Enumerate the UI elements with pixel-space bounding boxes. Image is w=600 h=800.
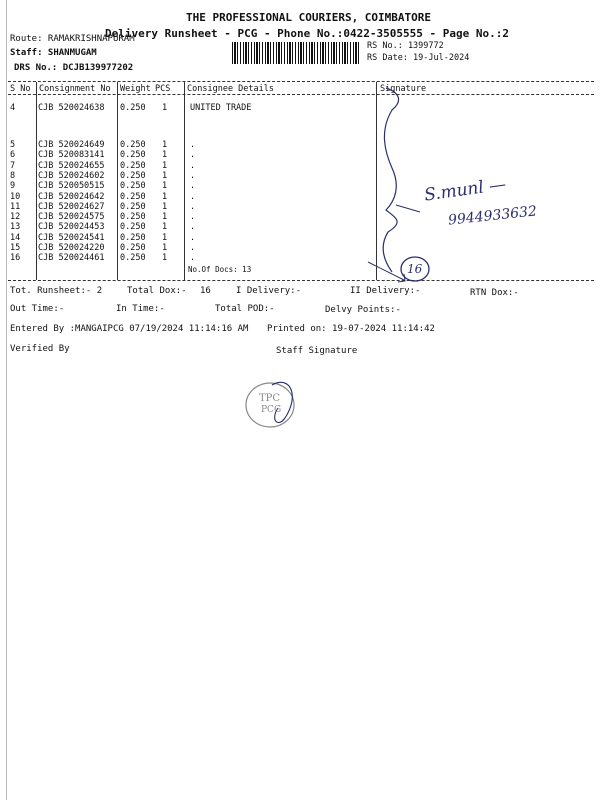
cell-consignment-no: CJB 520024649 (38, 140, 105, 150)
col-header-sno: S No (10, 84, 31, 94)
cell-pcs: 1 (162, 222, 168, 233)
cell-sno: 13 (10, 222, 21, 233)
cell-consignment-no: CJB 520024655 (38, 160, 105, 171)
no-of-docs: No.Of Docs: 13 (188, 265, 252, 274)
printed-on: Printed on: 19-07-2024 11:14:42 (267, 324, 435, 334)
rs-number: RS No.: 1399772 (367, 41, 444, 51)
col-header-signature: Signature (380, 84, 427, 94)
cell-sno: 8 (10, 170, 16, 181)
cell-sno: 16 (10, 253, 21, 264)
cell-sno: 11 (10, 201, 21, 212)
cell-consignment-no: CJB 520024627 (38, 201, 105, 212)
cell-sno: 5 (10, 140, 16, 150)
handwritten-signature: S.munl — (423, 174, 508, 206)
col-header-pcs: PCS (155, 84, 171, 94)
cell-weight: 0.250 (120, 140, 146, 150)
cell-consignment-no: CJB 520050515 (38, 181, 105, 192)
stamp-text-top: TPC (259, 393, 281, 404)
in-time: In Time:- (116, 304, 165, 314)
cell-pcs: 1 (162, 191, 168, 202)
cell-sno: 7 (10, 160, 16, 171)
cell-sno: 9 (10, 181, 16, 192)
cell-consignee-details: . (190, 170, 196, 181)
delvy-points: Delvy Points:- (325, 305, 401, 315)
cell-pcs: 1 (162, 103, 168, 113)
runsheet-title: Delivery Runsheet - PCG - Phone No.:0422-3505555 - Page No.:2 (105, 27, 509, 40)
cell-consignee-details: . (190, 232, 196, 243)
cell-pcs: 1 (162, 243, 168, 253)
handwritten-count: 16 (407, 262, 423, 276)
cell-pcs: 1 (162, 140, 168, 150)
staff-label: Staff: SHANMUGAM (10, 48, 97, 58)
rtn-dox: RTN Dox:- (470, 288, 519, 298)
cell-pcs: 1 (162, 181, 168, 192)
handwritten-phone: 9944933632 (447, 203, 538, 229)
cell-consignee-details: . (190, 160, 196, 171)
cell-consignment-no: CJB 520024638 (38, 103, 105, 113)
tot-runsheet: Tot. Runsheet:- 2 (10, 286, 103, 296)
cell-consignee-details: . (190, 191, 196, 202)
total-pod: Total POD:- (215, 304, 275, 314)
brace-tick (396, 205, 420, 212)
cell-sno: 10 (10, 191, 21, 202)
cell-pcs: 1 (162, 160, 168, 171)
cell-consignee-details: . (190, 243, 196, 253)
cell-pcs: 1 (162, 212, 168, 223)
cell-sno: 6 (10, 150, 16, 161)
total-dox-label: Total Dox:- (127, 286, 187, 296)
cell-consignment-no: CJB 520083141 (38, 150, 105, 161)
cell-pcs: 1 (162, 232, 168, 243)
cell-weight: 0.250 (120, 222, 146, 233)
i-delivery: I Delivery:- (236, 286, 302, 296)
cell-weight: 0.250 (120, 201, 146, 212)
cell-consignment-no: CJB 520024541 (38, 232, 105, 243)
cell-sno: 4 (10, 103, 16, 113)
cell-consignee-details: . (190, 212, 196, 223)
cell-weight: 0.250 (120, 212, 146, 223)
arrow-line (368, 262, 404, 280)
company-title: THE PROFESSIONAL COURIERS, COIMBATORE (186, 11, 432, 24)
staff-signature: Staff Signature (276, 346, 358, 356)
cell-weight: 0.250 (120, 253, 146, 264)
cell-weight: 0.250 (120, 103, 146, 113)
verified-by: Verified By (10, 344, 70, 354)
cell-weight: 0.250 (120, 232, 146, 243)
cell-consignee-details: . (190, 181, 196, 192)
cell-consignee-details: . (190, 222, 196, 233)
cell-pcs: 1 (162, 170, 168, 181)
col-header-weight: Weight (120, 84, 151, 94)
cell-pcs: 1 (162, 150, 168, 161)
cell-consignment-no: CJB 520024453 (38, 222, 105, 233)
col-header-consignment: Consignment No (39, 84, 111, 94)
cell-sno: 15 (10, 243, 21, 253)
cell-weight: 0.250 (120, 170, 146, 181)
route-label: Route: RAMAKRISHNAPURAM (10, 34, 135, 44)
cell-consignment-no: CJB 520024220 (38, 243, 105, 253)
cell-weight: 0.250 (120, 181, 146, 192)
cell-weight: 0.250 (120, 160, 146, 171)
entered-by: Entered By :MANGAIPCG 07/19/2024 11:14:16 AM (10, 324, 249, 334)
cell-consignee-details: . (190, 253, 196, 264)
cell-consignment-no: CJB 520024642 (38, 191, 105, 202)
cell-sno: 14 (10, 232, 21, 243)
cell-sno: 12 (10, 212, 21, 223)
ii-delivery: II Delivery:- (350, 286, 421, 296)
cell-consignment-no: CJB 520024575 (38, 212, 105, 223)
cell-weight: 0.250 (120, 150, 146, 161)
cell-consignee-details: UNITED TRADE (190, 103, 252, 113)
cell-pcs: 1 (162, 201, 168, 212)
cell-consignee-details: . (190, 201, 196, 212)
cell-weight: 0.250 (120, 243, 146, 253)
rs-date: RS Date: 19-Jul-2024 (367, 53, 470, 63)
total-dox-value: 16 (200, 286, 211, 296)
cell-consignment-no: CJB 520024602 (38, 170, 105, 181)
stamp-text-bottom: PCG (261, 405, 282, 415)
cell-consignee-details: . (190, 140, 196, 150)
col-header-consignee: Consignee Details (187, 84, 274, 94)
cell-weight: 0.250 (120, 191, 146, 202)
brace-stroke (383, 88, 398, 272)
cell-consignee-details: . (190, 150, 196, 161)
out-time: Out Time:- (10, 304, 65, 314)
cell-consignment-no: CJB 520024461 (38, 253, 105, 264)
drs-number: DRS No.: DCJB139977202 (14, 63, 134, 73)
cell-pcs: 1 (162, 253, 168, 264)
